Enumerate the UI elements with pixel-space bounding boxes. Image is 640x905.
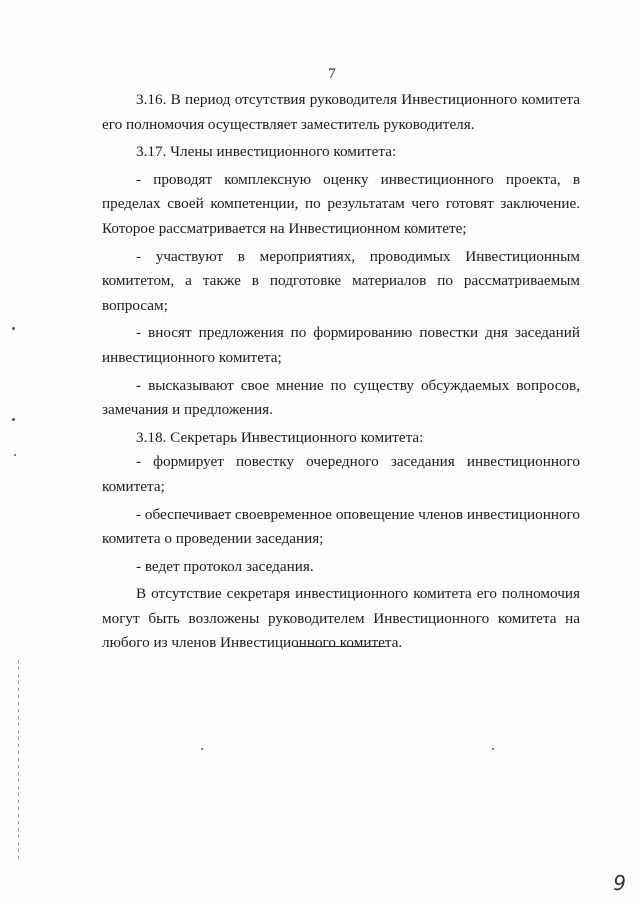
- scan-speck: [12, 418, 15, 421]
- list-item-opinions: - высказывают свое мнение по существу обсуждаемых вопросов, замечания и предложения.: [102, 376, 580, 419]
- page-number: 7: [328, 66, 336, 82]
- paragraph-3-18: 3.18. Секретарь Инвестиционного комитета:: [136, 428, 424, 446]
- list-item-agenda-proposals: - вносят предложения по формированию повестки дня заседаний инвестиционного комитета;: [102, 324, 580, 366]
- document-body: [102, 88, 580, 656]
- closing-divider: [294, 646, 386, 647]
- list-item-notification: - обеспечивает своевременное оповещение членов инвестиционного комитета о проведении заседания;: [102, 505, 580, 548]
- paragraph-secretary-absence: В отсутствие секретаря инвестиционного комитета его полномочия могут быть возложены руководителем Инвестиционного комитета на любого из членов Инвестиционного комитета.: [102, 585, 580, 652]
- handwritten-sheet-number: 9: [613, 871, 626, 895]
- list-item-assessment: - проводят комплексную оценку инвестиционного проекта, в пределах своей компетенции, по результатам чего готовят заключение. Которое рассматривается на Инвестиционном комитете;: [102, 170, 580, 237]
- list-item-participation: - участвуют в мероприятиях, проводимых Инвестиционным комитетом, а также в подготовке материалов по рассматриваемым вопросам;: [102, 247, 580, 314]
- scan-speck: [492, 748, 494, 750]
- paragraph-3-17: 3.17. Члены инвестиционного комитета:: [136, 143, 397, 161]
- scan-speck: [14, 454, 16, 456]
- scan-margin-line: [18, 660, 19, 860]
- paragraph-3-16: 3.16. В период отсутствия руководителя Инвестиционного комитета его полномочия осуществляет заместитель руководителя.: [102, 91, 580, 133]
- list-item-minutes: - ведет протокол заседания.: [136, 557, 314, 575]
- scan-speck: [12, 327, 15, 330]
- list-item-agenda: - формирует повестку очередного заседания инвестиционного комитета;: [102, 453, 580, 495]
- scan-speck: [201, 748, 203, 750]
